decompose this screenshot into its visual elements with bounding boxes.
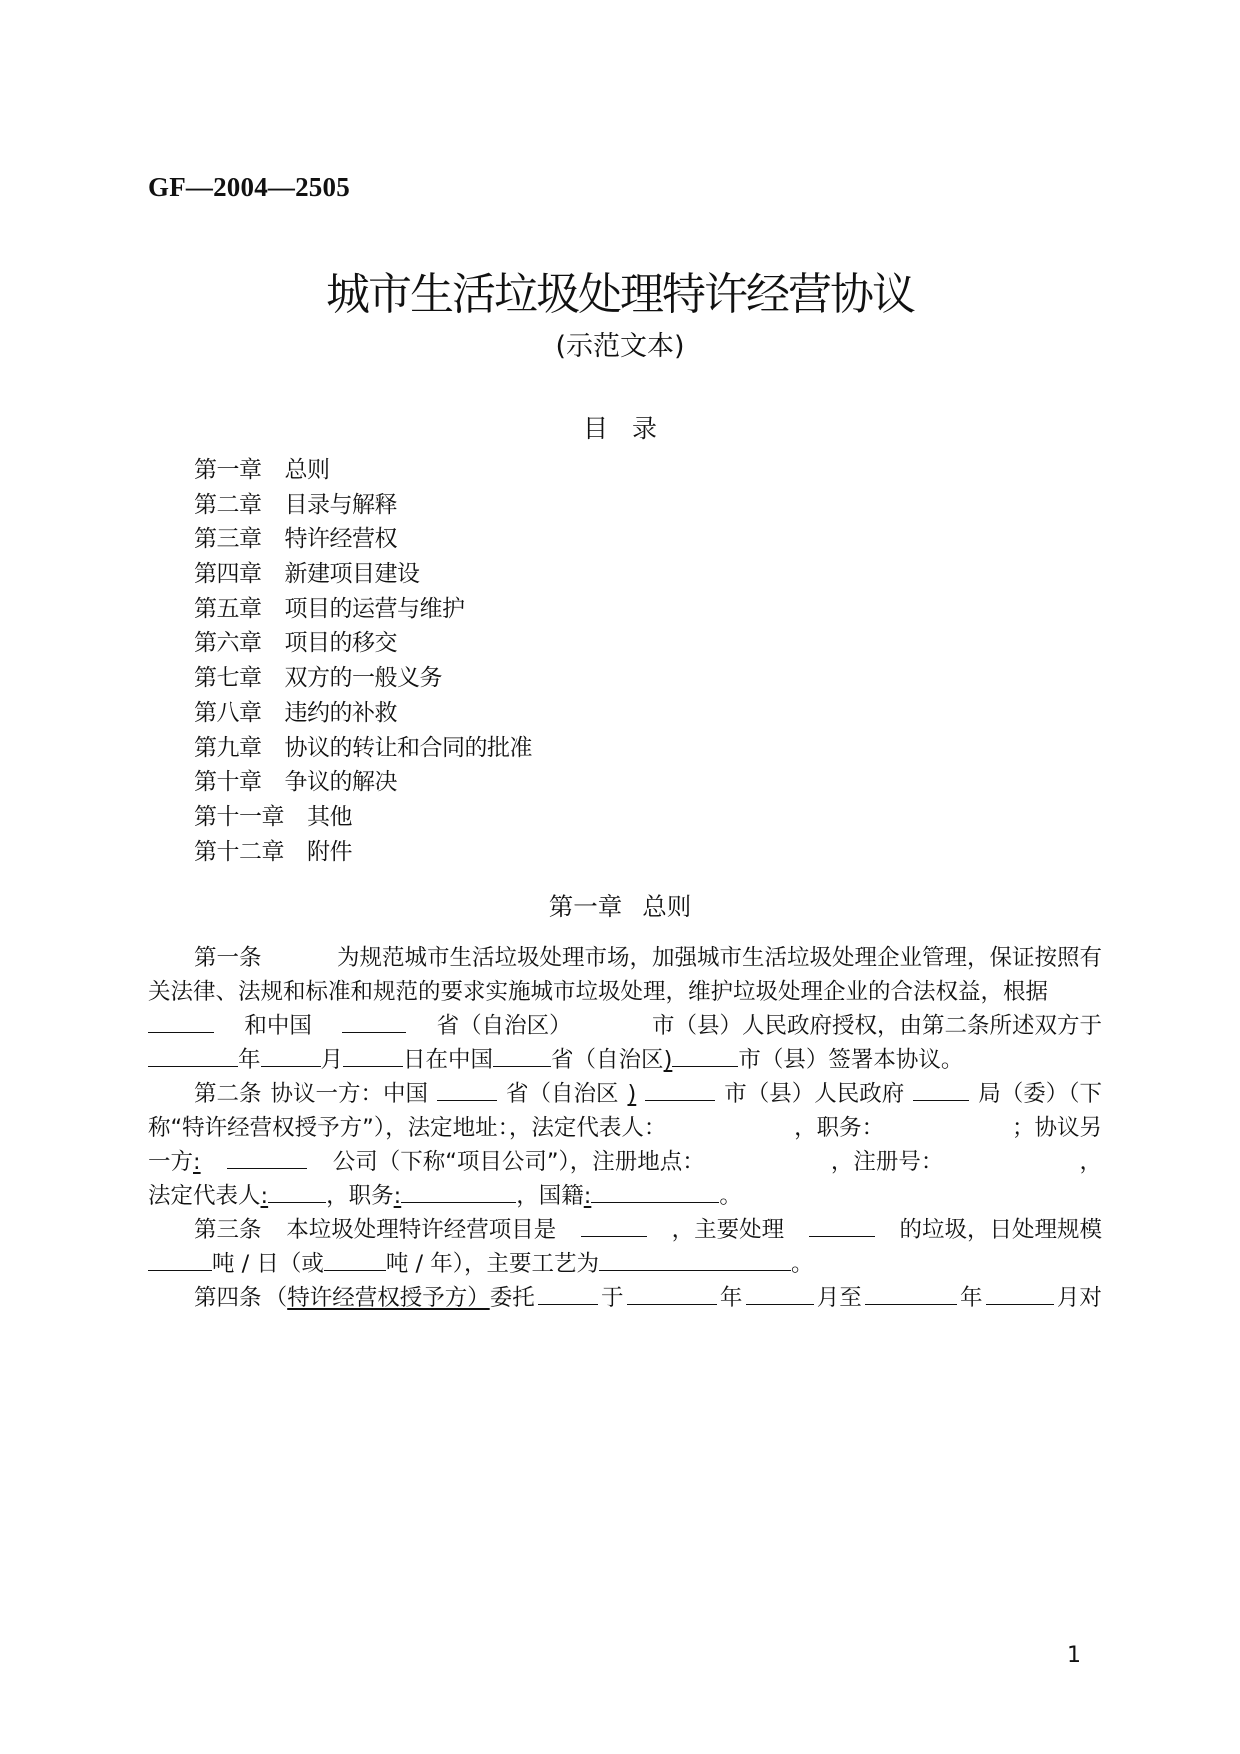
- article-4-line-1: [194, 1281, 1102, 1315]
- article-text: 和中国: [244, 1013, 312, 1039]
- blank-field: [627, 1282, 717, 1305]
- article-text: ，职务:: [326, 1183, 402, 1209]
- article-2-line-4: [148, 1179, 1102, 1213]
- toc-item: [194, 731, 532, 766]
- article-label: 第二条: [194, 1081, 262, 1107]
- article-1-line-2: [148, 975, 1102, 1009]
- toc-chapter-name: 附件: [307, 838, 352, 865]
- toc-chapter: 第七章: [194, 665, 262, 692]
- article-2-line-3: [148, 1145, 1102, 1179]
- toc-chapter: 第二章: [194, 491, 262, 518]
- article-text: 法定代表人:: [148, 1183, 269, 1209]
- toc-chapter: 第三章: [194, 526, 262, 553]
- blank-field: [591, 1180, 719, 1203]
- toc-chapter-name: 项目的移交: [284, 630, 397, 657]
- blank-field: [493, 1044, 551, 1067]
- article-text: 年: [238, 1047, 261, 1073]
- blank-field: [809, 1214, 875, 1237]
- page-number: 1: [1067, 1643, 1081, 1668]
- toc-chapter: 第六章: [194, 630, 262, 657]
- article-text: 公司（下称“项目公司”），注册地点：: [332, 1149, 705, 1175]
- article-3-line-1: [194, 1213, 1102, 1247]
- toc-chapter-name: 双方的一般义务: [284, 665, 442, 692]
- article-text: 的垃圾，日处理规模: [899, 1217, 1102, 1243]
- article-label: 第三条: [194, 1217, 262, 1243]
- article-text: 为规范城市生活垃圾处理市场，加强城市生活垃圾处理企业管理，保证按照有: [336, 945, 1102, 971]
- table-of-contents: [194, 453, 532, 869]
- toc-chapter: 第八章: [194, 699, 262, 726]
- article-3-line-2: [148, 1247, 1102, 1281]
- article-text: 年: [719, 1285, 743, 1311]
- blank-field: [913, 1078, 969, 1101]
- article-text: ): [627, 1081, 637, 1107]
- article-text: 称“特许经营权授予方”），法定地址：，法定代表人：: [148, 1115, 667, 1141]
- blank-field: [261, 1044, 321, 1067]
- blank-field: [343, 1044, 403, 1067]
- article-text: 一方:: [148, 1149, 201, 1175]
- blank-field: [599, 1248, 791, 1271]
- toc-item: [194, 800, 532, 835]
- article-text: ，: [1079, 1149, 1102, 1175]
- blank-field: [645, 1078, 715, 1101]
- toc-item: [194, 696, 532, 731]
- toc-chapter: 第九章: [194, 734, 262, 761]
- article-text: 省（自治区: [505, 1081, 619, 1107]
- article-text: 。: [791, 1251, 814, 1277]
- article-text: 吨 / 日（或: [212, 1251, 324, 1277]
- blank-field: [324, 1248, 386, 1271]
- chapter-name: 总则: [642, 892, 692, 921]
- article-text: 吨 / 年），主要工艺为: [385, 1251, 600, 1277]
- blank-field: [148, 1044, 238, 1067]
- toc-item: [194, 453, 532, 488]
- article-text: 市（县）人民政府: [724, 1081, 905, 1107]
- article-1-line-1: [194, 941, 1102, 975]
- blank-field: [538, 1282, 598, 1305]
- article-text: 局（委）（下: [978, 1081, 1102, 1107]
- blank-field: [672, 1044, 738, 1067]
- chapter-heading: [0, 888, 1240, 923]
- article-text: 协议一方：中国: [270, 1081, 429, 1107]
- document-code: GF—2004—2505: [148, 172, 350, 202]
- blank-field: [148, 1010, 214, 1033]
- document-title: 城市生活垃圾处理特许经营协议: [326, 269, 914, 320]
- toc-chapter-name: 目录与解释: [284, 491, 397, 518]
- article-text: 。: [719, 1183, 742, 1209]
- article-text: ，注册号：: [830, 1149, 944, 1175]
- toc-chapter: 第十一章: [194, 803, 284, 830]
- toc-chapter-name: 项目的运营与维护: [284, 595, 465, 622]
- chapter-number: 第一章: [548, 892, 623, 921]
- toc-chapter: 第十二章: [194, 838, 284, 865]
- toc-item: [194, 488, 532, 523]
- article-text: 月: [320, 1047, 344, 1073]
- toc-item: [194, 765, 532, 800]
- blank-field: [401, 1180, 516, 1203]
- article-text: ；协议另: [1011, 1115, 1102, 1141]
- article-text: 于: [601, 1285, 624, 1311]
- article-text: ，职务：: [794, 1115, 885, 1141]
- article-label: 第四条: [194, 1285, 262, 1311]
- blank-field: [268, 1180, 326, 1203]
- article-text: 市（县）人民政府授权，由第二条所述双方于: [651, 1013, 1102, 1039]
- toc-item: [194, 626, 532, 661]
- article-1-line-4: [148, 1043, 1102, 1077]
- blank-field: [986, 1282, 1054, 1305]
- toc-chapter: 第四章: [194, 561, 262, 588]
- toc-item: [194, 522, 532, 557]
- article-text: 月对: [1056, 1285, 1102, 1311]
- toc-chapter-name: 其他: [307, 803, 352, 830]
- toc-chapter: 第五章: [194, 595, 262, 622]
- toc-chapter-name: 争议的解决: [284, 769, 397, 796]
- toc-chapter: 第十章: [194, 769, 262, 796]
- article-1-line-3: [148, 1009, 1102, 1043]
- blank-field: [227, 1146, 307, 1169]
- toc-chapter-name: 特许经营权: [284, 526, 397, 553]
- article-text: ，主要处理: [671, 1217, 785, 1243]
- article-text: 本垃圾处理特许经营项目是: [286, 1217, 557, 1243]
- blank-field: [581, 1214, 647, 1237]
- toc-heading: 目 录: [583, 414, 657, 443]
- toc-chapter-name: 协议的转让和合同的批准: [284, 734, 532, 761]
- toc-chapter-name: 总则: [284, 457, 330, 483]
- article-text: 省（自治区: [551, 1047, 664, 1073]
- blank-field: [148, 1248, 212, 1271]
- toc-chapter: 第一章: [194, 457, 262, 483]
- article-text: 关法律、法规和标准和规范的要求实施城市垃圾处理，维护垃圾处理企业的合法权益，根据: [148, 979, 1049, 1005]
- article-2-line-1: [194, 1077, 1102, 1111]
- article-text: （特许经营权授予方）委托: [264, 1285, 535, 1311]
- toc-item: [194, 592, 532, 627]
- blank-field: [746, 1282, 814, 1305]
- toc-item: [194, 835, 532, 870]
- article-2-line-2: [148, 1111, 1102, 1145]
- article-text: ，国籍:: [516, 1183, 592, 1209]
- article-text: 市（县）签署本协议。: [738, 1047, 964, 1073]
- article-text: 省（自治区）: [436, 1013, 572, 1039]
- toc-chapter-name: 新建项目建设: [284, 561, 420, 588]
- article-text: 年: [960, 1285, 983, 1311]
- article-text: 月至: [816, 1285, 862, 1311]
- toc-item: [194, 557, 532, 592]
- article-label: 第一条: [194, 945, 262, 971]
- toc-item: [194, 661, 532, 696]
- blank-field: [437, 1078, 497, 1101]
- document-subtitle: (示范文本): [555, 331, 685, 362]
- blank-field: [342, 1010, 406, 1033]
- article-text: 日在中国: [403, 1047, 494, 1073]
- article-text: ): [663, 1047, 673, 1073]
- blank-field: [865, 1282, 957, 1305]
- toc-chapter-name: 违约的补救: [284, 699, 397, 726]
